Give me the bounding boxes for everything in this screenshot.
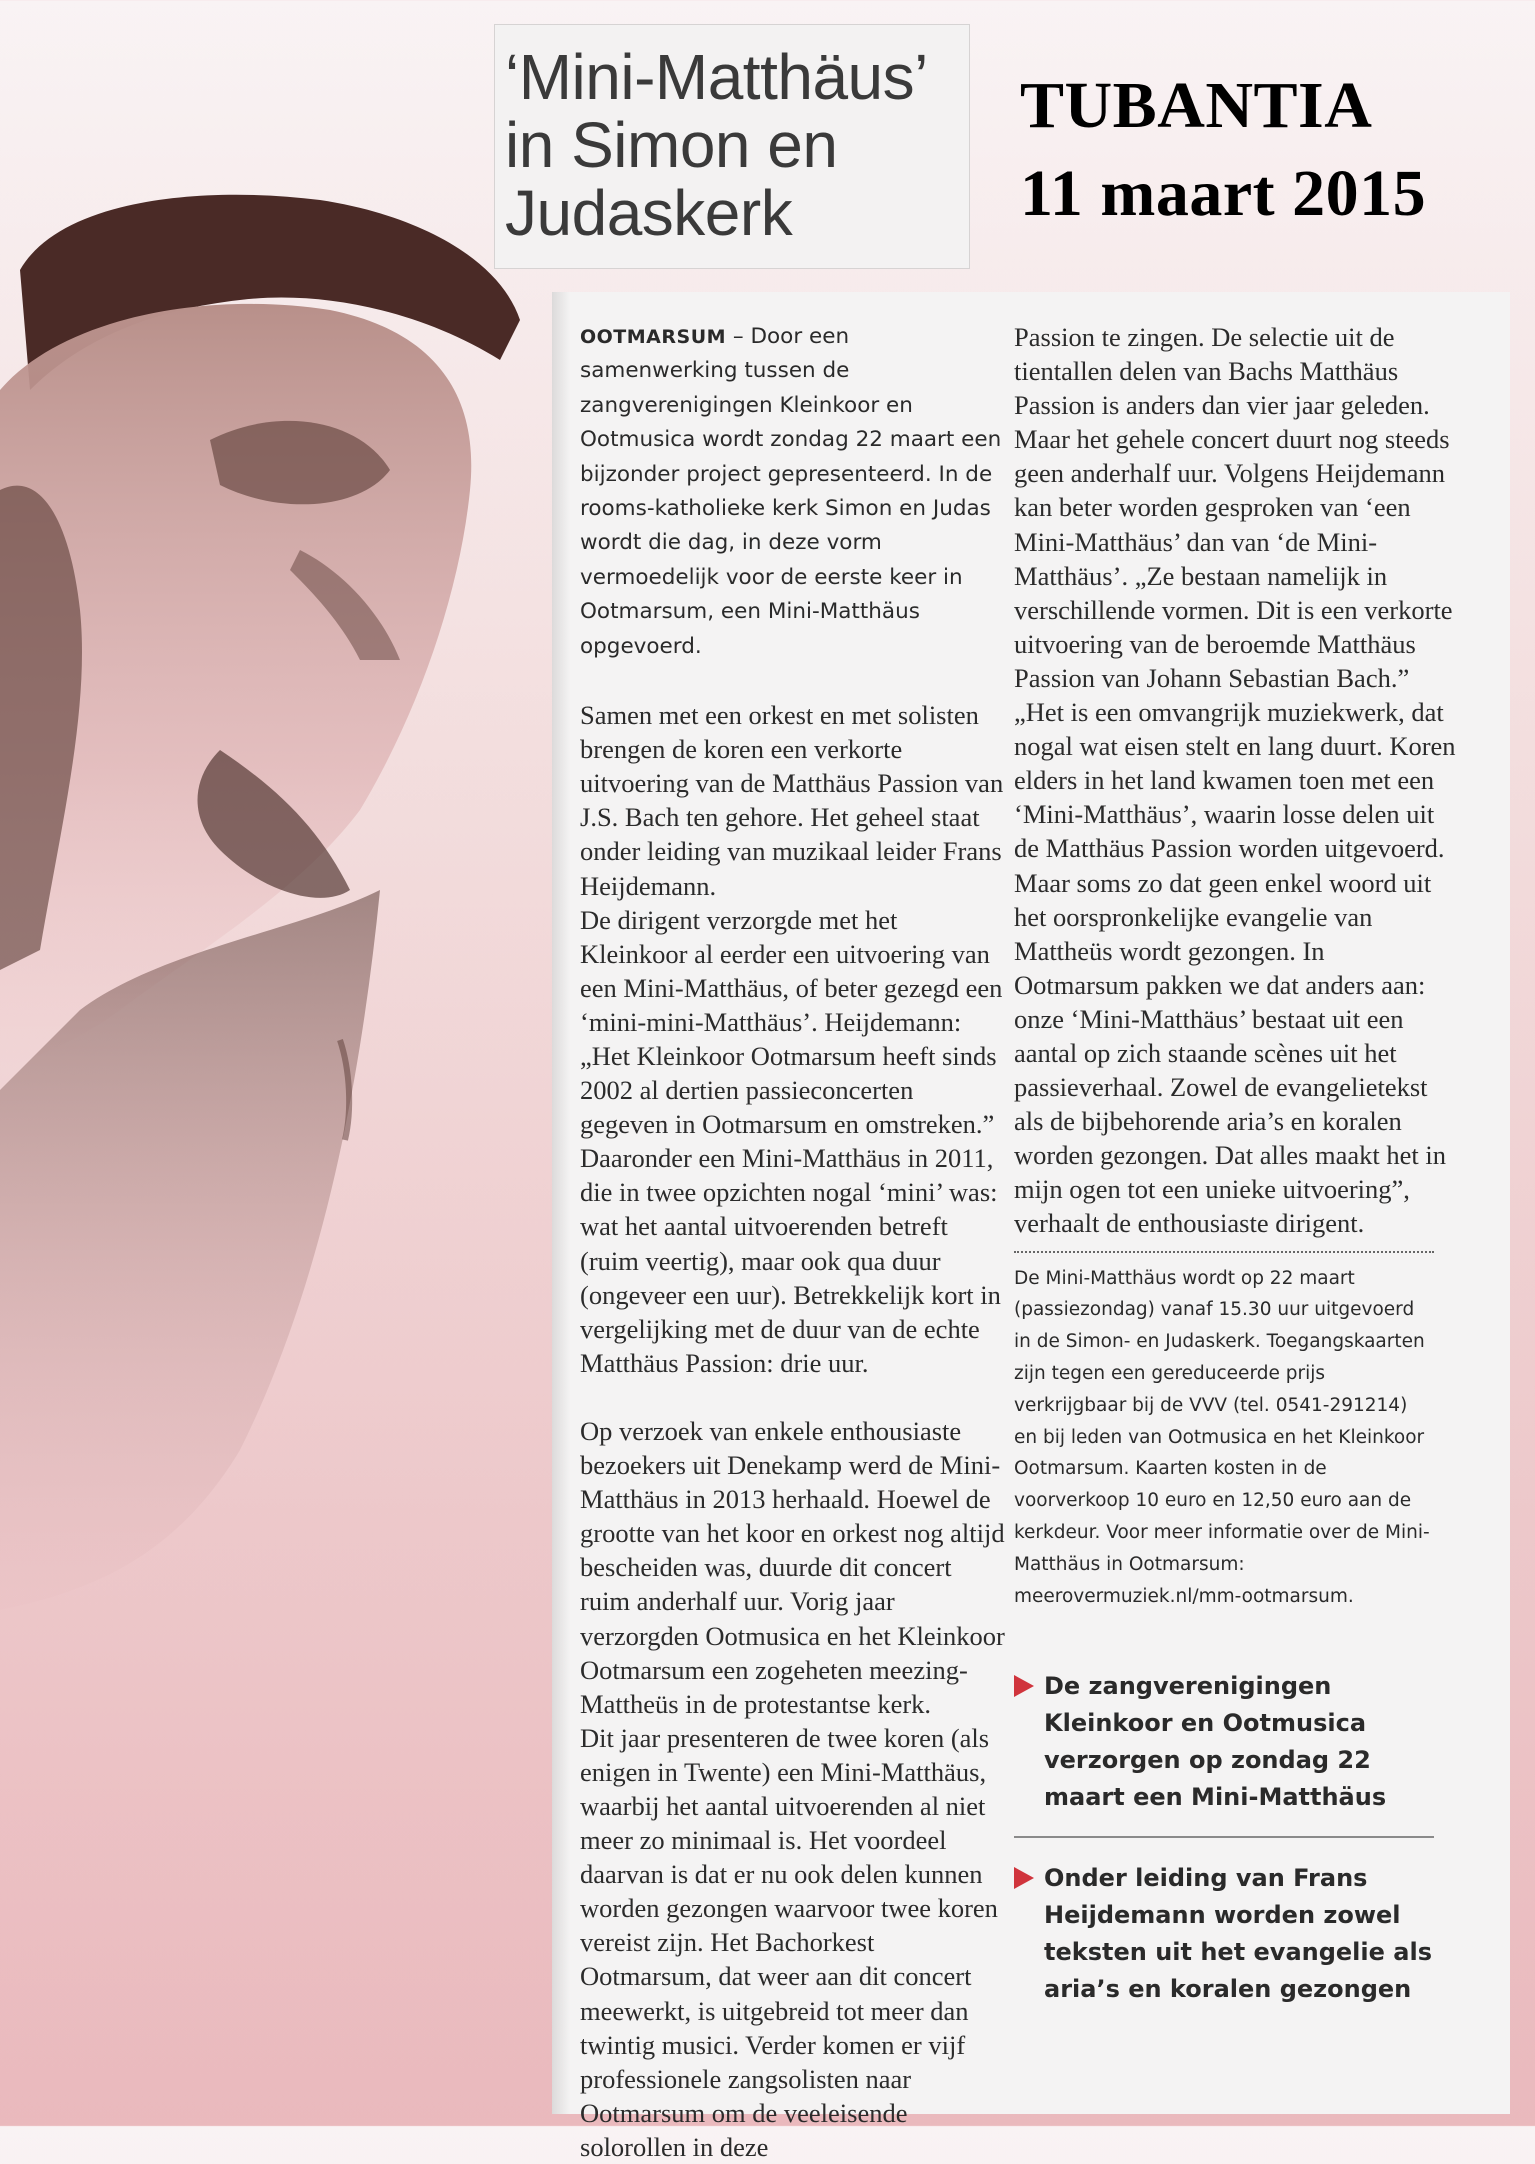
pull-quote-text: De zangverenigingen Kleinkoor en Ootmusica verzorgen op zondag 22 maart een Mini-Matthäus xyxy=(1044,1672,1387,1812)
article-lead xyxy=(580,320,1006,664)
arrow-icon xyxy=(1014,1867,1034,1889)
clipping-shadow xyxy=(552,292,570,2114)
article-paragraph: Dit jaar presenteren de twee koren (als enigen in Twente) een Mini-Matthäus, waarbij het aantal uitvoerenden al niet meer zo minimaal is. Het voordeel daarvan is dat er nu ook delen kunnen worden gezongen waarvoor twee koren vereist zijn. Het Bachorkest Ootmarsum, dat weer aan dit concert meewerkt, is uitgebreid tot meer dan twintig musici. Verder komen er vijf professionele zangsolisten naar Ootmarsum om de veeleisende solorollen in deze xyxy=(580,1722,998,2162)
arrow-icon xyxy=(1014,1675,1034,1697)
article-paragraph: Op verzoek van enkele enthousiaste bezoekers uit Denekamp werd de Mini-Matthäus in 2013 herhaald. Hoewel de grootte van het koor en orkest nog altijd bescheiden was, duurde dit concert ruim anderhalf uur. Vorig jaar verzorgden Ootmusica en het Kleinkoor Ootmarsum een zogeheten meezing-Mattheüs in de protestantse kerk. xyxy=(580,1415,1005,1719)
article-paragraph: De dirigent verzorgde met het Kleinkoor al eerder een uitvoering van een Mini-Matthäus, of beter gezegd een ‘mini-mini-Matthäus’. Heijdemann: „Het Kleinkoor Ootmarsum heeft sinds 2002 al dertien passieconcerten gegeven in Ootmarsum en omstreken.” Daaronder een Mini-Matthäus in 2011, die in twee opzichten nogal ‘mini’ was: wat het aantal uitvoerenden betreft (ruim veertig), maar ook qua duur (ongeveer een uur). Betrekkelijk kort in vergelijking met de duur van de echte Matthäus Passion: drie uur. xyxy=(580,904,1003,1378)
publication-date: 11 maart 2015 xyxy=(1020,157,1427,230)
headline-line: in Simon en xyxy=(505,109,838,181)
article-paragraph: Passion te zingen. De selectie uit de tientallen delen van Bachs Matthäus Passion is anders dan vier jaar geleden. Maar het gehele concert duurt nog steeds geen anderhalf uur. Volgens Heijdemann kan beter worden gesproken van ‘een Mini-Matthäus’ dan van ‘de Mini-Matthäus’. „Ze bestaan namelijk in verschillende vormen. Dit is een verkorte uitvoering van de beroemde Matthäus Passion van Johann Sebastian Bach.” xyxy=(1014,322,1453,693)
dateline: OOTMARSUM xyxy=(580,326,727,348)
newspaper-name: TUBANTIA xyxy=(1020,69,1373,142)
article-clipping xyxy=(552,292,1510,2162)
headline-line: Judaskerk xyxy=(505,177,793,249)
dotted-divider xyxy=(1014,1251,1434,1253)
article-paragraph: Samen met een orkest en met solisten brengen de koren een verkorte uitvoering van de Matthäus Passion van J.S. Bach ten gehore. Het geheel staat onder leiding van muzikaal leider Frans Heijdemann. xyxy=(580,700,1004,901)
pull-quote xyxy=(1014,1860,1444,2008)
source-label xyxy=(1020,62,1500,238)
face-illustration xyxy=(0,190,560,1610)
article-column-right xyxy=(1014,320,1456,2008)
article-paragraph: „Het is een omvangrijk muziekwerk, dat nogal wat eisen stelt en lang duurt. Koren elders in het land kwamen toen met een ‘Mini-Matthäus’, waarin losse delen uit de Matthäus Passion worden uitgevoerd. Maar soms zo dat geen enkel woord uit het oorspronkelijke evangelie van Mattheüs wordt gezongen. In Ootmarsum pakken we dat anders aan: onze ‘Mini-Matthäus’ bestaat uit een aantal op zich staande scènes uit het passieverhaal. Zowel de evangelietekst als de bijbehorende aria’s en koralen worden gezongen. Dat alles maakt het in mijn ogen tot een unieke uitvoering”, verhaalt de enthousiaste dirigent. xyxy=(1014,697,1456,1239)
headline-line: ‘Mini-Matthäus’ xyxy=(505,41,928,113)
article-column-left xyxy=(580,320,1006,2164)
headline-clipping xyxy=(494,24,970,269)
pull-quote-text: Onder leiding van Frans Heijdemann worden zowel teksten uit het evangelie als aria’s en koralen gezongen xyxy=(1044,1864,1432,2004)
pull-quote xyxy=(1014,1668,1444,1816)
lead-text: – Door een samenwerking tussen de zangverenigingen Kleinkoor en Ootmusica wordt zondag 22 maart een bijzonder project gepresenteerd. In de rooms-katholieke kerk Simon en Judas wordt die dag, in deze vorm vermoedelijk voor de eerste keer in Ootmarsum, een Mini-Matthäus opgevoerd. xyxy=(580,324,1002,659)
divider xyxy=(1014,1836,1434,1838)
info-box: De Mini-Matthäus wordt op 22 maart (passiezondag) vanaf 15.30 uur uitgevoerd in de Simon- en Judaskerk. Toegangskaarten zijn tegen een gereduceerde prijs verkrijgbaar bij de VVV (tel. 0541-291214) en bij leden van Ootmusica en het Kleinkoor Ootmarsum. Kaarten kosten in de voorverkoop 10 euro en 12,50 euro aan de kerkdeur. Voor meer informatie over de Mini-Matthäus in Ootmarsum: meerovermuziek.nl/mm-ootmarsum. xyxy=(1014,1267,1430,1607)
